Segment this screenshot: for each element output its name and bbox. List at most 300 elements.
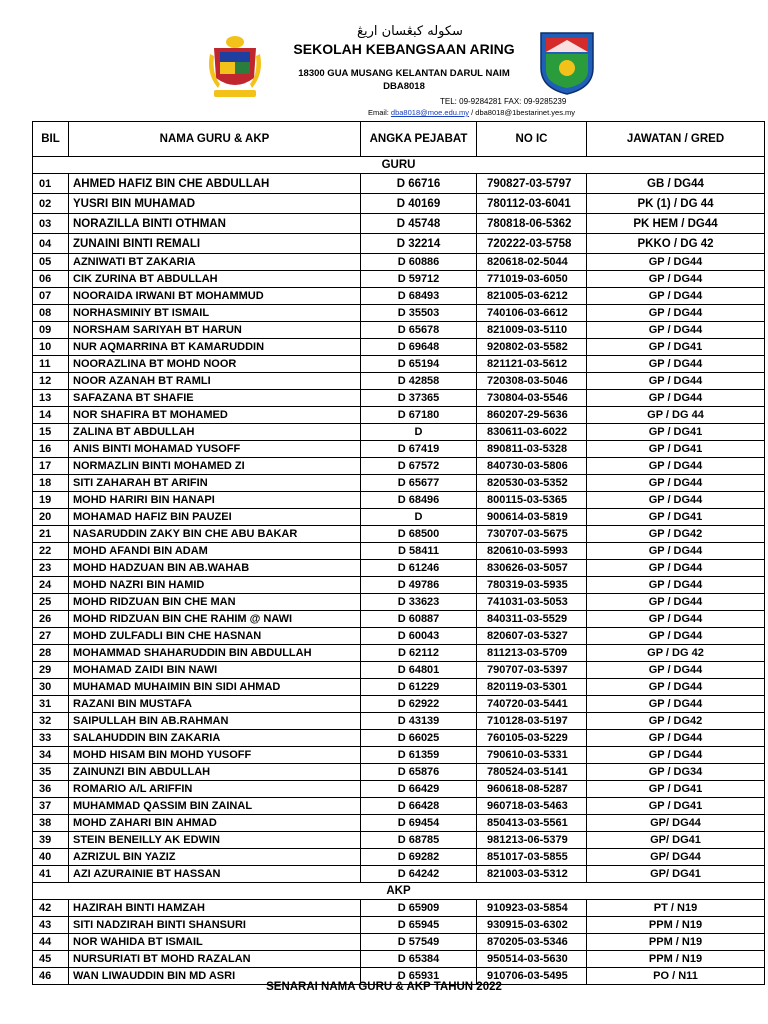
cell-angka-pejabat: D [361, 424, 477, 441]
cell-no-ic: 730707-03-5675 [477, 526, 587, 543]
cell-angka-pejabat: D 49786 [361, 577, 477, 594]
cell-no-ic: 740106-03-6612 [477, 305, 587, 322]
cell-no-ic: 780112-03-6041 [477, 194, 587, 214]
table-row [33, 492, 765, 509]
table-row [33, 611, 765, 628]
cell-angka-pejabat: D 64242 [361, 866, 477, 883]
cell-jawatan: GP/ DG44 [587, 815, 765, 832]
cell-jawatan: GP / DG44 [587, 492, 765, 509]
cell-bil: 39 [33, 832, 69, 849]
table-row [33, 305, 765, 322]
cell-bil: 15 [33, 424, 69, 441]
cell-angka-pejabat: D 65909 [361, 900, 477, 917]
cell-no-ic: 720308-03-5046 [477, 373, 587, 390]
cell-nama: MOHD HADZUAN BIN AB.WAHAB [69, 560, 361, 577]
cell-bil: 10 [33, 339, 69, 356]
cell-angka-pejabat: D 62112 [361, 645, 477, 662]
document-footer-title: SENARAI NAMA GURU & AKP TAHUN 2022 [266, 981, 502, 993]
cell-angka-pejabat: D 60887 [361, 611, 477, 628]
cell-no-ic: 850413-03-5561 [477, 815, 587, 832]
cell-angka-pejabat: D 67572 [361, 458, 477, 475]
table-row [33, 526, 765, 543]
cell-jawatan: GP / DG41 [587, 424, 765, 441]
cell-jawatan: GP / DG42 [587, 526, 765, 543]
table-row [33, 407, 765, 424]
table-row [33, 441, 765, 458]
table-row [33, 194, 765, 214]
table-row [33, 373, 765, 390]
cell-jawatan: GP / DG44 [587, 373, 765, 390]
header-bil: BIL [33, 122, 69, 157]
cell-bil: 38 [33, 815, 69, 832]
cell-bil: 09 [33, 322, 69, 339]
cell-angka-pejabat: D 68496 [361, 492, 477, 509]
cell-bil: 45 [33, 951, 69, 968]
table-row [33, 271, 765, 288]
cell-bil: 24 [33, 577, 69, 594]
school-email [368, 108, 575, 117]
cell-bil: 13 [33, 390, 69, 407]
table-row [33, 679, 765, 696]
table-row [33, 390, 765, 407]
cell-no-ic: 920802-03-5582 [477, 339, 587, 356]
table-row [33, 764, 765, 781]
malaysia-coat-of-arms-icon [208, 34, 262, 100]
cell-nama: NASARUDDIN ZAKY BIN CHE ABU BAKAR [69, 526, 361, 543]
cell-no-ic: 800115-03-5365 [477, 492, 587, 509]
cell-bil: 06 [33, 271, 69, 288]
cell-jawatan: GP / DG44 [587, 390, 765, 407]
cell-angka-pejabat: D 57549 [361, 934, 477, 951]
cell-angka-pejabat: D 67419 [361, 441, 477, 458]
cell-jawatan: GP/ DG41 [587, 832, 765, 849]
cell-no-ic: 981213-06-5379 [477, 832, 587, 849]
cell-nama: MOHAMAD HAFIZ BIN PAUZEI [69, 509, 361, 526]
cell-no-ic: 870205-03-5346 [477, 934, 587, 951]
table-row [33, 849, 765, 866]
cell-bil: 02 [33, 194, 69, 214]
table-row [33, 628, 765, 645]
cell-jawatan: GP / DG44 [587, 475, 765, 492]
cell-angka-pejabat: D 65677 [361, 475, 477, 492]
email-secondary: / dba8018@1bestarinet.yes.my [469, 108, 576, 117]
cell-bil: 21 [33, 526, 69, 543]
cell-jawatan: GP / DG44 [587, 577, 765, 594]
cell-angka-pejabat: D 43139 [361, 713, 477, 730]
cell-no-ic: 780818-06-5362 [477, 214, 587, 234]
table-row [33, 424, 765, 441]
cell-no-ic: 820607-03-5327 [477, 628, 587, 645]
cell-nama: STEIN BENEILLY AK EDWIN [69, 832, 361, 849]
cell-no-ic: 900614-03-5819 [477, 509, 587, 526]
school-address: 18300 GUA MUSANG KELANTAN DARUL NAIM [298, 68, 510, 79]
table-row [33, 174, 765, 194]
cell-jawatan: PO / N11 [587, 968, 765, 985]
cell-jawatan: GP/ DG41 [587, 866, 765, 883]
cell-bil: 43 [33, 917, 69, 934]
cell-no-ic: 821005-03-6212 [477, 288, 587, 305]
cell-nama: MOHD HARIRI BIN HANAPI [69, 492, 361, 509]
cell-angka-pejabat: D 67180 [361, 407, 477, 424]
cell-no-ic: 720222-03-5758 [477, 234, 587, 254]
table-row [33, 509, 765, 526]
cell-jawatan: GP / DG44 [587, 628, 765, 645]
cell-jawatan: GP / DG41 [587, 441, 765, 458]
cell-nama: SITI NADZIRAH BINTI SHANSURI [69, 917, 361, 934]
header-no-ic: NO IC [477, 122, 587, 157]
cell-nama: MOHD RIDZUAN BIN CHE MAN [69, 594, 361, 611]
cell-no-ic: 811213-03-5709 [477, 645, 587, 662]
table-header-row [33, 122, 765, 157]
cell-nama: NORHASMINIY BT ISMAIL [69, 305, 361, 322]
cell-jawatan: GP / DG42 [587, 713, 765, 730]
cell-angka-pejabat: D 45748 [361, 214, 477, 234]
cell-nama: ZUNAINI BINTI REMALI [69, 234, 361, 254]
cell-jawatan: GP / DG 42 [587, 645, 765, 662]
cell-nama: MOHD NAZRI BIN HAMID [69, 577, 361, 594]
table-row [33, 900, 765, 917]
table-row [33, 322, 765, 339]
table-row [33, 214, 765, 234]
cell-no-ic: 760105-03-5229 [477, 730, 587, 747]
cell-bil: 04 [33, 234, 69, 254]
cell-nama: MOHAMMAD SHAHARUDDIN BIN ABDULLAH [69, 645, 361, 662]
cell-bil: 25 [33, 594, 69, 611]
cell-nama: MOHD HISAM BIN MOHD YUSOFF [69, 747, 361, 764]
cell-bil: 07 [33, 288, 69, 305]
cell-angka-pejabat: D 58411 [361, 543, 477, 560]
cell-jawatan: GP / DG41 [587, 509, 765, 526]
section-row [33, 883, 765, 900]
cell-nama: WAN LIWAUDDIN BIN MD ASRI [69, 968, 361, 985]
cell-no-ic: 830626-03-5057 [477, 560, 587, 577]
cell-nama: CIK ZURINA BT ABDULLAH [69, 271, 361, 288]
cell-jawatan: GP / DG44 [587, 730, 765, 747]
cell-no-ic: 840730-03-5806 [477, 458, 587, 475]
cell-bil: 05 [33, 254, 69, 271]
cell-jawatan: GP / DG44 [587, 747, 765, 764]
cell-bil: 28 [33, 645, 69, 662]
cell-jawatan: PK HEM / DG44 [587, 214, 765, 234]
cell-bil: 31 [33, 696, 69, 713]
cell-jawatan: GP / DG41 [587, 339, 765, 356]
cell-angka-pejabat: D 35503 [361, 305, 477, 322]
table-row [33, 577, 765, 594]
cell-jawatan: GP / DG44 [587, 254, 765, 271]
cell-bil: 35 [33, 764, 69, 781]
cell-angka-pejabat: D 68500 [361, 526, 477, 543]
cell-angka-pejabat: D 66716 [361, 174, 477, 194]
cell-nama: SAIPULLAH BIN AB.RAHMAN [69, 713, 361, 730]
cell-bil: 37 [33, 798, 69, 815]
cell-no-ic: 890811-03-5328 [477, 441, 587, 458]
cell-nama: NOORAIDA IRWANI BT MOHAMMUD [69, 288, 361, 305]
cell-angka-pejabat: D 68493 [361, 288, 477, 305]
cell-bil: 19 [33, 492, 69, 509]
table-row [33, 234, 765, 254]
table-row [33, 356, 765, 373]
cell-jawatan: PK (1) / DG 44 [587, 194, 765, 214]
cell-bil: 42 [33, 900, 69, 917]
section-title: AKP [33, 883, 765, 900]
cell-angka-pejabat: D 61246 [361, 560, 477, 577]
cell-jawatan: GP / DG44 [587, 322, 765, 339]
cell-jawatan: PKKO / DG 42 [587, 234, 765, 254]
cell-angka-pejabat: D 65194 [361, 356, 477, 373]
cell-nama: AZNIWATI BT ZAKARIA [69, 254, 361, 271]
cell-bil: 16 [33, 441, 69, 458]
table-row [33, 798, 765, 815]
cell-jawatan: GP / DG 44 [587, 407, 765, 424]
cell-angka-pejabat: D 65678 [361, 322, 477, 339]
cell-angka-pejabat: D 69282 [361, 849, 477, 866]
cell-nama: NUR AQMARRINA BT KAMARUDDIN [69, 339, 361, 356]
cell-bil: 14 [33, 407, 69, 424]
table-row [33, 254, 765, 271]
cell-bil: 40 [33, 849, 69, 866]
cell-nama: MUHAMMAD QASSIM BIN ZAINAL [69, 798, 361, 815]
cell-jawatan: GP / DG44 [587, 696, 765, 713]
cell-jawatan: GP / DG44 [587, 594, 765, 611]
cell-bil: 11 [33, 356, 69, 373]
section-row [33, 157, 765, 174]
cell-bil: 17 [33, 458, 69, 475]
cell-jawatan: GP / DG44 [587, 560, 765, 577]
table-row [33, 560, 765, 577]
cell-no-ic: 950514-03-5630 [477, 951, 587, 968]
table-row [33, 475, 765, 492]
cell-no-ic: 820530-03-5352 [477, 475, 587, 492]
staff-table [32, 121, 765, 985]
cell-nama: AZRIZUL BIN YAZIZ [69, 849, 361, 866]
cell-no-ic: 851017-03-5855 [477, 849, 587, 866]
cell-angka-pejabat: D 61229 [361, 679, 477, 696]
cell-angka-pejabat: D 60886 [361, 254, 477, 271]
cell-jawatan: GP / DG44 [587, 662, 765, 679]
cell-no-ic: 821121-03-5612 [477, 356, 587, 373]
school-name-jawi: سکوله کبڠسان اريڠ [357, 24, 463, 39]
table-row [33, 934, 765, 951]
cell-nama: NOR SHAFIRA BT MOHAMED [69, 407, 361, 424]
header-angka-pejabat: ANGKA PEJABAT [361, 122, 477, 157]
cell-nama: SITI ZAHARAH BT ARIFIN [69, 475, 361, 492]
cell-nama: AZI AZURAINIE BT HASSAN [69, 866, 361, 883]
cell-jawatan: GP / DG44 [587, 305, 765, 322]
cell-jawatan: GP / DG44 [587, 458, 765, 475]
cell-no-ic: 780319-03-5935 [477, 577, 587, 594]
school-logo-icon [538, 30, 596, 96]
table-row [33, 645, 765, 662]
cell-no-ic: 741031-03-5053 [477, 594, 587, 611]
cell-bil: 41 [33, 866, 69, 883]
cell-no-ic: 960618-08-5287 [477, 781, 587, 798]
cell-bil: 20 [33, 509, 69, 526]
cell-no-ic: 820119-03-5301 [477, 679, 587, 696]
cell-nama: AHMED HAFIZ BIN CHE ABDULLAH [69, 174, 361, 194]
cell-bil: 29 [33, 662, 69, 679]
cell-no-ic: 830611-03-6022 [477, 424, 587, 441]
cell-angka-pejabat: D 59712 [361, 271, 477, 288]
cell-jawatan: GP/ DG44 [587, 849, 765, 866]
cell-angka-pejabat: D 61359 [361, 747, 477, 764]
cell-nama: SALAHUDDIN BIN ZAKARIA [69, 730, 361, 747]
cell-nama: NOORAZLINA BT MOHD NOOR [69, 356, 361, 373]
email-link[interactable]: dba8018@moe.edu.my [390, 108, 470, 117]
table-row [33, 662, 765, 679]
email-label: Email: [368, 108, 391, 117]
cell-nama: ANIS BINTI MOHAMAD YUSOFF [69, 441, 361, 458]
cell-bil: 32 [33, 713, 69, 730]
cell-angka-pejabat: D 66025 [361, 730, 477, 747]
cell-no-ic: 930915-03-6302 [477, 917, 587, 934]
header-nama: NAMA GURU & AKP [69, 122, 361, 157]
cell-angka-pejabat: D 66429 [361, 781, 477, 798]
cell-nama: NOR WAHIDA BT ISMAIL [69, 934, 361, 951]
cell-nama: ZAINUNZI BIN ABDULLAH [69, 764, 361, 781]
cell-bil: 01 [33, 174, 69, 194]
cell-angka-pejabat: D 65945 [361, 917, 477, 934]
cell-angka-pejabat: D 68785 [361, 832, 477, 849]
cell-angka-pejabat: D [361, 509, 477, 526]
cell-angka-pejabat: D 65384 [361, 951, 477, 968]
cell-nama: MOHD RIDZUAN BIN CHE RAHIM @ NAWI [69, 611, 361, 628]
table-row [33, 339, 765, 356]
cell-no-ic: 790707-03-5397 [477, 662, 587, 679]
cell-no-ic: 960718-03-5463 [477, 798, 587, 815]
table-row [33, 543, 765, 560]
school-name: SEKOLAH KEBANGSAAN ARING [293, 41, 515, 57]
cell-bil: 44 [33, 934, 69, 951]
cell-bil: 08 [33, 305, 69, 322]
cell-no-ic: 910923-03-5854 [477, 900, 587, 917]
table-row [33, 594, 765, 611]
cell-nama: ROMARIO A/L ARIFFIN [69, 781, 361, 798]
cell-nama: MOHD AFANDI BIN ADAM [69, 543, 361, 560]
cell-no-ic: 790827-03-5797 [477, 174, 587, 194]
cell-no-ic: 730804-03-5546 [477, 390, 587, 407]
table-row [33, 713, 765, 730]
staff-table-body [33, 157, 765, 985]
cell-jawatan: GP / DG44 [587, 288, 765, 305]
cell-bil: 22 [33, 543, 69, 560]
table-row [33, 951, 765, 968]
table-row [33, 917, 765, 934]
table-row [33, 747, 765, 764]
cell-nama: NOOR AZANAH BT RAMLI [69, 373, 361, 390]
cell-angka-pejabat: D 37365 [361, 390, 477, 407]
section-title: GURU [33, 157, 765, 174]
cell-no-ic: 771019-03-6050 [477, 271, 587, 288]
cell-bil: 34 [33, 747, 69, 764]
cell-nama: MOHD ZULFADLI BIN CHE HASNAN [69, 628, 361, 645]
cell-jawatan: PT / N19 [587, 900, 765, 917]
cell-nama: ZALINA BT ABDULLAH [69, 424, 361, 441]
cell-jawatan: GP / DG41 [587, 781, 765, 798]
cell-jawatan: GP / DG41 [587, 798, 765, 815]
cell-bil: 36 [33, 781, 69, 798]
cell-bil: 30 [33, 679, 69, 696]
table-row [33, 730, 765, 747]
cell-nama: MOHAMAD ZAIDI BIN NAWI [69, 662, 361, 679]
cell-no-ic: 821003-03-5312 [477, 866, 587, 883]
cell-nama: NORAZILLA BINTI OTHMAN [69, 214, 361, 234]
cell-jawatan: PPM / N19 [587, 951, 765, 968]
cell-nama: MUHAMAD MUHAIMIN BIN SIDI AHMAD [69, 679, 361, 696]
cell-angka-pejabat: D 69454 [361, 815, 477, 832]
cell-jawatan: GP / DG44 [587, 611, 765, 628]
cell-angka-pejabat: D 62922 [361, 696, 477, 713]
table-row [33, 781, 765, 798]
cell-nama: RAZANI BIN MUSTAFA [69, 696, 361, 713]
cell-no-ic: 780524-03-5141 [477, 764, 587, 781]
cell-jawatan: GP / DG44 [587, 271, 765, 288]
cell-bil: 33 [33, 730, 69, 747]
cell-angka-pejabat: D 33623 [361, 594, 477, 611]
cell-nama: NORSHAM SARIYAH BT HARUN [69, 322, 361, 339]
cell-nama: YUSRI BIN MUHAMAD [69, 194, 361, 214]
cell-jawatan: GB / DG44 [587, 174, 765, 194]
cell-no-ic: 840311-03-5529 [477, 611, 587, 628]
cell-nama: MOHD ZAHARI BIN AHMAD [69, 815, 361, 832]
cell-jawatan: GP / DG44 [587, 679, 765, 696]
cell-angka-pejabat: D 60043 [361, 628, 477, 645]
cell-no-ic: 821009-03-5110 [477, 322, 587, 339]
cell-angka-pejabat: D 69648 [361, 339, 477, 356]
school-code: DBA8018 [383, 81, 425, 92]
table-row [33, 866, 765, 883]
table-row [33, 458, 765, 475]
cell-no-ic: 910706-03-5495 [477, 968, 587, 985]
header-jawatan: JAWATAN / GRED [587, 122, 765, 157]
letterhead [200, 24, 620, 120]
cell-bil: 03 [33, 214, 69, 234]
cell-bil: 12 [33, 373, 69, 390]
cell-angka-pejabat: D 65876 [361, 764, 477, 781]
cell-nama: SAFAZANA BT SHAFIE [69, 390, 361, 407]
cell-jawatan: GP / DG44 [587, 543, 765, 560]
cell-angka-pejabat: D 64801 [361, 662, 477, 679]
cell-bil: 27 [33, 628, 69, 645]
cell-angka-pejabat: D 42858 [361, 373, 477, 390]
cell-no-ic: 860207-29-5636 [477, 407, 587, 424]
cell-nama: HAZIRAH BINTI HAMZAH [69, 900, 361, 917]
cell-no-ic: 790610-03-5331 [477, 747, 587, 764]
cell-bil: 23 [33, 560, 69, 577]
cell-jawatan: GP / DG34 [587, 764, 765, 781]
cell-no-ic: 740720-03-5441 [477, 696, 587, 713]
cell-no-ic: 710128-03-5197 [477, 713, 587, 730]
cell-no-ic: 820618-02-5044 [477, 254, 587, 271]
cell-jawatan: GP / DG44 [587, 356, 765, 373]
cell-angka-pejabat: D 65931 [361, 968, 477, 985]
cell-angka-pejabat: D 32214 [361, 234, 477, 254]
cell-jawatan: PPM / N19 [587, 934, 765, 951]
cell-angka-pejabat: D 66428 [361, 798, 477, 815]
cell-no-ic: 820610-03-5993 [477, 543, 587, 560]
table-row [33, 815, 765, 832]
cell-bil: 26 [33, 611, 69, 628]
school-telephone: TEL: 09-9284281 FAX: 09-9285239 [440, 97, 567, 106]
cell-jawatan: PPM / N19 [587, 917, 765, 934]
table-row [33, 696, 765, 713]
cell-nama: NURSURIATI BT MOHD RAZALAN [69, 951, 361, 968]
cell-nama: NORMAZLIN BINTI MOHAMED ZI [69, 458, 361, 475]
table-row [33, 832, 765, 849]
table-row [33, 288, 765, 305]
cell-bil: 46 [33, 968, 69, 985]
cell-bil: 18 [33, 475, 69, 492]
cell-angka-pejabat: D 40169 [361, 194, 477, 214]
